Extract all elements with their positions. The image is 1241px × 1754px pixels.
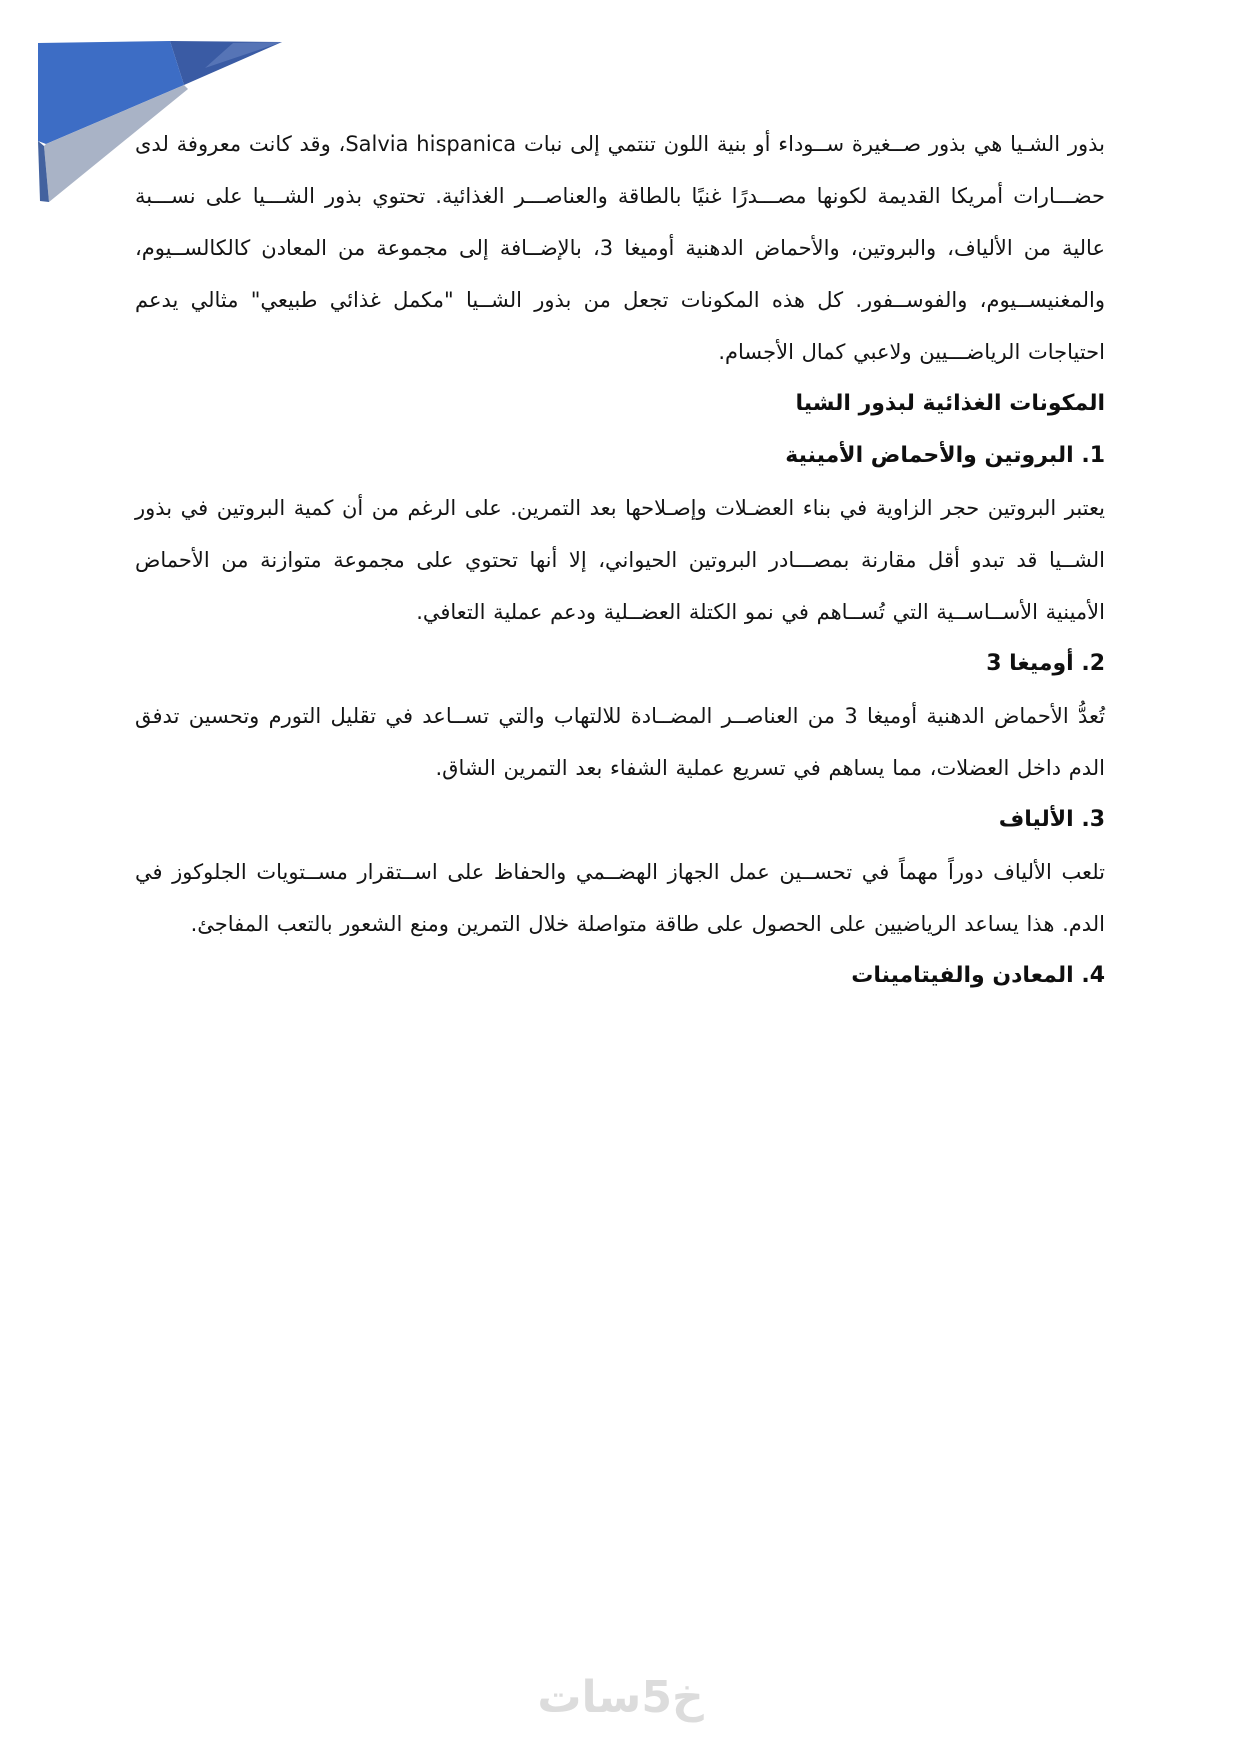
section-heading-omega3: 2. أوميغا 3 <box>986 651 1105 676</box>
section-body-protein: يعتبر البروتين حجر الزاوية في بناء العضـلات وإصـلاحها بعد التمرين. على الرغم من أن كمية البروتين في بذور الشــيا قد تبدو أقل مقارنة بمصـــادر البروتين الحيواني، إلا أنها تحتوي على مجموعة متوازنة من الأحماض الأمينية الأســاســية التي تُســاهم في نمو الكتلة العضــلية ودعم عملية التعافي. <box>135 496 1105 624</box>
section-heading-protein: 1. البروتين والأحماض الأمينية <box>785 443 1105 468</box>
section-body-omega3: تُعدُّ الأحماض الدهنية أوميغا 3 من العناصــر المضــادة للالتهاب والتي تســاعد في تقليل التورم وتحسين تدفق الدم داخل العضلات، مما يساهم في تسريع عملية الشفاء بعد التمرين الشاق. <box>135 704 1105 780</box>
section-heading-fiber: 3. الألياف <box>998 807 1105 832</box>
section-body-fiber: تلعب الألياف دوراً مهماً في تحســين عمل الجهاز الهضــمي والحفاظ على اســتقرار مســتويات الجلوكوز في الدم. هذا يساعد الرياضيين على الحصول على طاقة متواصلة خلال التمرين ومنع الشعور بالتعب المفاجئ. <box>135 860 1105 936</box>
khamsat-watermark: خ5سات <box>537 1672 704 1723</box>
intro-paragraph: بذور الشـيا هي بذور صــغيرة ســوداء أو بنية اللون تنتمي إلى نبات Salvia hispanica، وقد كانت معروفة لدى حضـــارات أمريكا القديمة لكونها مصـــدرًا غنيًا بالطاقة والعناصـــر الغذائية. تحتوي بذور الشـــيا على نســـبة عالية من الألياف، والبروتين، والأحماض الدهنية أوميغا 3، بالإضــافة إلى مجموعة من المعادن كالكالســيوم، والمغنيســيوم، والفوســفور. كل هذه المكونات تجعل من بذور الشــيا "مكمل غذائي طبيعي" مثالي يدعم احتياجات الرياضـــيين ولاعبي كمال الأجسام. <box>135 132 1105 364</box>
main-heading: المكونات الغذائية لبذور الشيا <box>795 391 1105 416</box>
section-heading-minerals: 4. المعادن والفيتامينات <box>851 963 1105 988</box>
